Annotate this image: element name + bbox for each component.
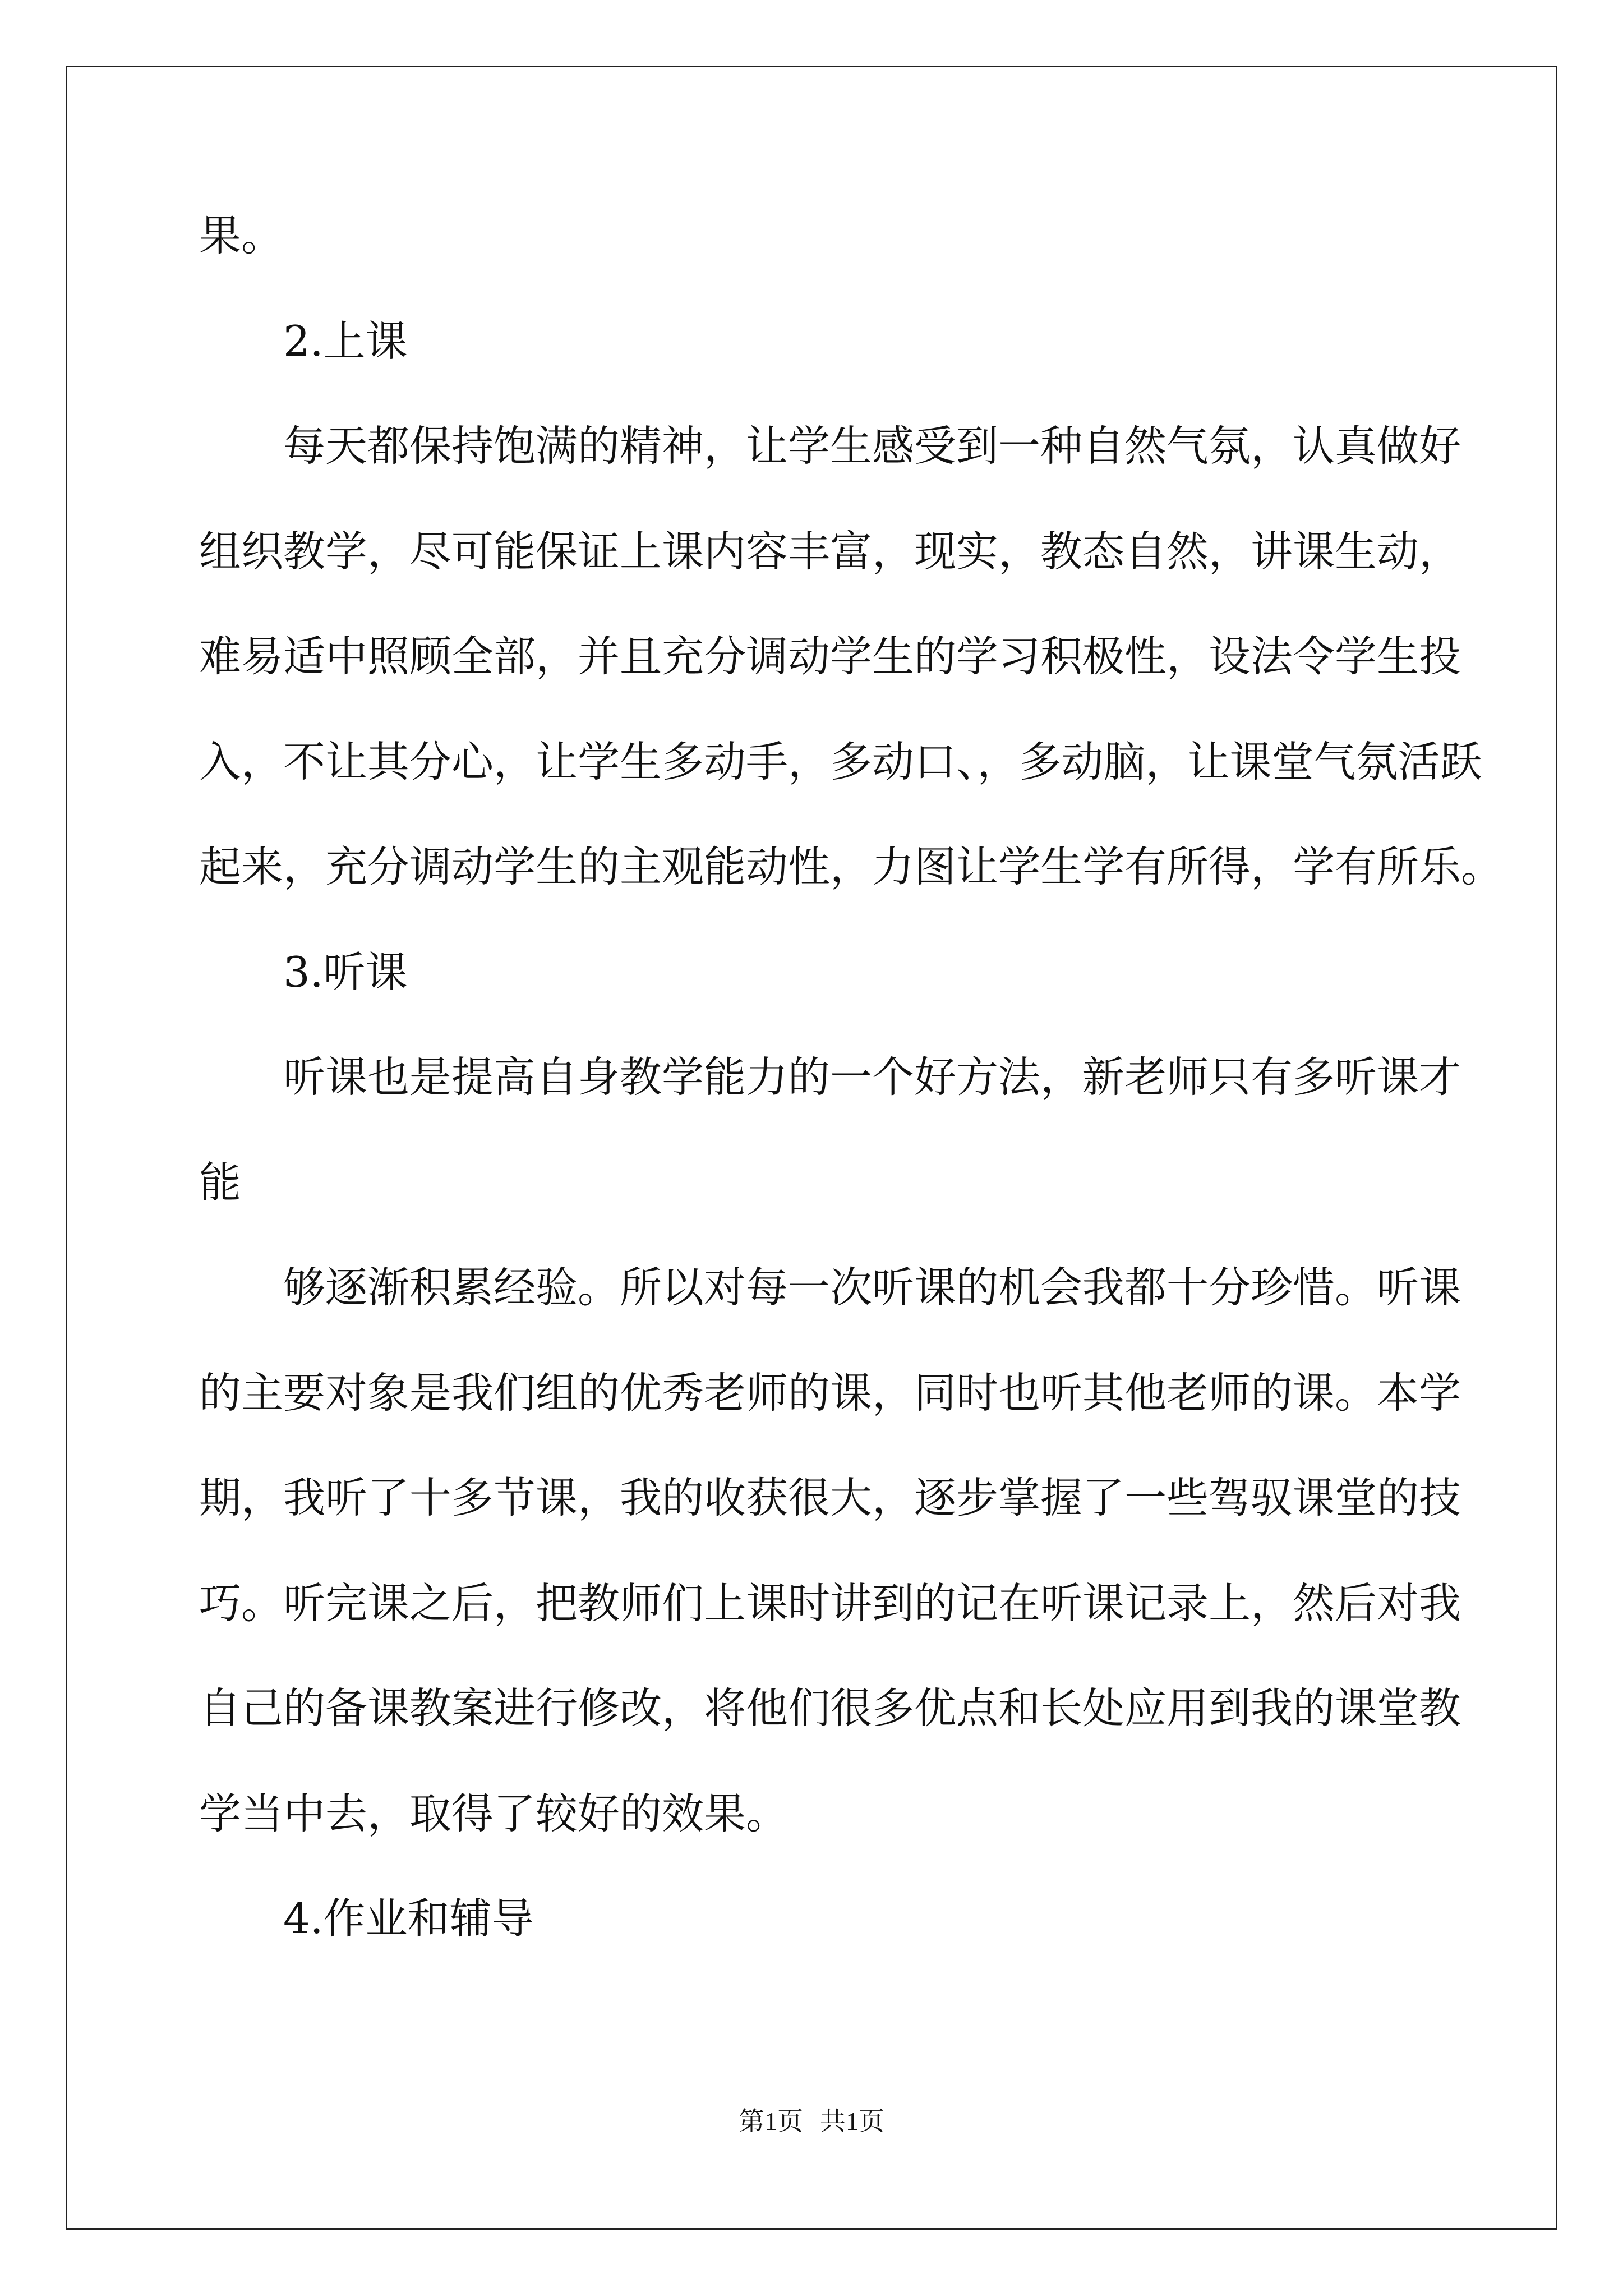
text-line: 的主要对象是我们组的优秀老师的课，同时也听其他老师的课。本学 <box>199 1368 1461 1418</box>
section-heading: 4.作业和辅导 <box>283 1894 534 1943</box>
page-total: 共1页 <box>820 2107 884 2136</box>
text-line: 入，不让其分心，让学生多动手，多动口、，多动脑，让课堂气氛活跃 <box>199 737 1482 786</box>
section-heading: 2.上课 <box>283 316 408 366</box>
section-heading: 3.听课 <box>283 947 408 997</box>
text-line: 学当中去，取得了较好的效果。 <box>199 1789 789 1838</box>
text-line: 组织教学，尽可能保证上课内容丰富，现实，教态自然，讲课生动， <box>199 527 1461 576</box>
text-line: 自己的备课教案进行修改，将他们很多优点和长处应用到我的课堂教 <box>199 1683 1461 1733</box>
text-line: 难易适中照顾全部，并且充分调动学生的学习积极性，设法令学生投 <box>199 632 1461 681</box>
text-line: 能 <box>199 1158 242 1207</box>
text-line: 巧。听完课之后，把教师们上课时讲到的记在听课记录上，然后对我 <box>199 1579 1461 1628</box>
text-line: 听课也是提高自身教学能力的一个好方法，新老师只有多听课才 <box>283 1052 1461 1102</box>
page-number: 第1页 <box>739 2107 803 2136</box>
text-line: 起来，充分调动学生的主观能动性，力图让学生学有所得，学有所乐。 <box>199 842 1504 891</box>
page-footer <box>0 2101 1623 2138</box>
text-line: 每天都保持饱满的精神，让学生感受到一种自然气氛，认真做好 <box>283 421 1461 471</box>
text-line: 期，我听了十多节课，我的收获很大，逐步掌握了一些驾驭课堂的技 <box>199 1473 1461 1522</box>
text-line: 果。 <box>199 211 284 260</box>
text-line: 够逐渐积累经验。所以对每一次听课的机会我都十分珍惜。听课 <box>283 1263 1461 1312</box>
